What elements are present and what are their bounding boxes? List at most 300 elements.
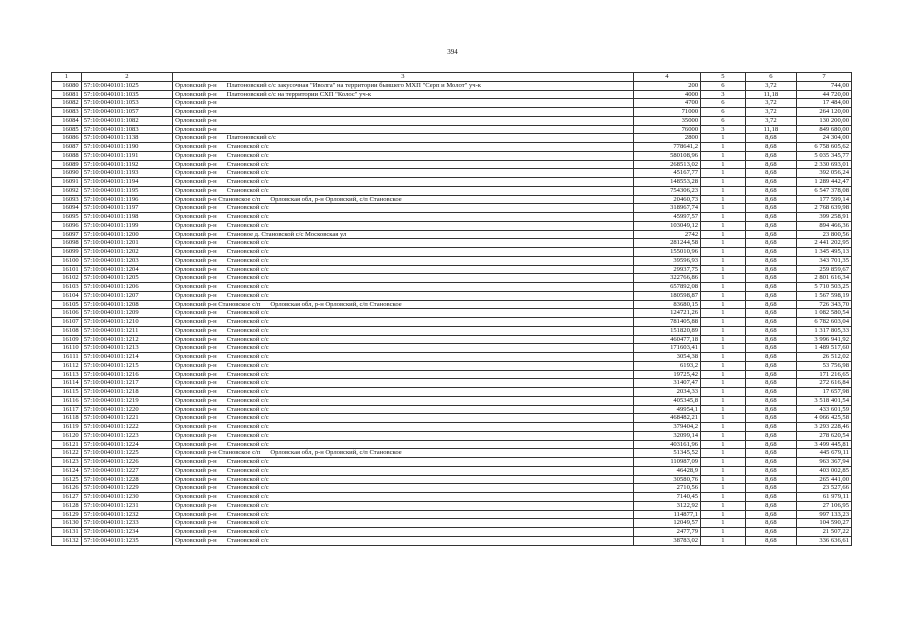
address-detail-text: Платоновский с/с закусочная "Иволга" на территории бывшего МХП "Серп и Молот" уч-к <box>226 81 481 89</box>
address-cell <box>173 484 634 493</box>
address-cell <box>173 309 634 318</box>
area-value: 6193,2 <box>633 361 700 370</box>
category-code: 1 <box>701 423 746 432</box>
cadastral-number: 57:10:0040101:1191 <box>81 151 172 160</box>
cadastral-value: 3 293 228,46 <box>797 423 852 432</box>
table-body <box>52 81 852 545</box>
area-value: 2742 <box>633 230 700 239</box>
cadastral-value: 23 527,66 <box>797 484 852 493</box>
row-number: 16113 <box>52 370 82 379</box>
table-row <box>52 300 852 309</box>
address-cell <box>173 274 634 283</box>
district-text: Орловский р-н <box>175 370 217 378</box>
cadastral-number: 57:10:0040101:1207 <box>81 291 172 300</box>
table-row <box>52 326 852 335</box>
district-text: Орловский р-н Становское с/п <box>175 300 261 308</box>
address-cell <box>173 265 634 274</box>
category-code: 1 <box>701 388 746 397</box>
cadastral-value: 6 782 603,04 <box>797 318 852 327</box>
cadastral-number: 57:10:0040101:1221 <box>81 414 172 423</box>
address-cell <box>173 501 634 510</box>
rate-value: 8,68 <box>745 326 796 335</box>
cadastral-number: 57:10:0040101:1213 <box>81 344 172 353</box>
category-code: 6 <box>701 108 746 117</box>
rate-value: 8,68 <box>745 213 796 222</box>
address-cell <box>173 204 634 213</box>
address-cell <box>173 169 634 178</box>
rate-value: 3,72 <box>745 116 796 125</box>
rate-value: 8,68 <box>745 344 796 353</box>
district-text: Орловский р-н Становское с/п <box>175 449 261 457</box>
address-detail-text: Становской с/с <box>226 151 269 159</box>
cadastral-value: 2 768 639,98 <box>797 204 852 213</box>
column-header: 7 <box>797 73 852 82</box>
area-value: 148553,28 <box>633 178 700 187</box>
area-value: 754306,23 <box>633 186 700 195</box>
area-value: 4000 <box>633 90 700 99</box>
category-code: 6 <box>701 81 746 90</box>
cadastral-number: 57:10:0040101:1206 <box>81 283 172 292</box>
district-text: Орловский р-н Становское с/п <box>175 195 261 203</box>
category-code: 1 <box>701 274 746 283</box>
row-number: 16088 <box>52 151 82 160</box>
row-number: 16131 <box>52 528 82 537</box>
cadastral-value: 272 616,84 <box>797 379 852 388</box>
district-text: Орловский р-н <box>175 484 217 492</box>
table-row <box>52 440 852 449</box>
area-value: 45167,77 <box>633 169 700 178</box>
table-row <box>52 195 852 204</box>
rate-value: 8,68 <box>745 248 796 257</box>
address-detail-text: Орловская обл, р-н Орловский, с/п Становское <box>270 300 402 308</box>
address-detail-text: Орловская обл, р-н Орловский, с/п Становское <box>270 195 402 203</box>
district-text: Орловский р-н <box>175 204 217 212</box>
address-detail-text: Становской с/с <box>226 361 269 369</box>
district-text: Орловский р-н <box>175 493 217 501</box>
cadastral-number: 57:10:0040101:1198 <box>81 213 172 222</box>
area-value: 781405,88 <box>633 318 700 327</box>
address-cell <box>173 519 634 528</box>
cadastral-number: 57:10:0040101:1138 <box>81 134 172 143</box>
address-detail-text: Становской с/с <box>226 388 269 396</box>
column-header: 6 <box>745 73 796 82</box>
table-row <box>52 405 852 414</box>
address-detail-text: Становской с/с <box>226 519 269 527</box>
rate-value: 8,68 <box>745 309 796 318</box>
table-row <box>52 519 852 528</box>
area-value: 3054,38 <box>633 353 700 362</box>
rate-value: 8,68 <box>745 528 796 537</box>
row-number: 16084 <box>52 116 82 125</box>
address-detail-text: Становской с/с <box>226 475 269 483</box>
rate-value: 8,68 <box>745 388 796 397</box>
table-row <box>52 370 852 379</box>
row-number: 16128 <box>52 501 82 510</box>
cadastral-value: 1 289 442,47 <box>797 178 852 187</box>
address-cell <box>173 213 634 222</box>
address-detail-text: Становской с/с <box>226 265 269 273</box>
address-detail-text: Становской с/с <box>226 283 269 291</box>
address-cell <box>173 344 634 353</box>
category-code: 6 <box>701 116 746 125</box>
category-code: 1 <box>701 186 746 195</box>
area-value: 19725,42 <box>633 370 700 379</box>
district-text: Орловский р-н <box>175 344 217 352</box>
district-text: Орловский р-н <box>175 169 217 177</box>
area-value: 114877,1 <box>633 510 700 519</box>
district-text: Орловский р-н <box>175 125 217 133</box>
address-detail-text: Становской с/с <box>226 344 269 352</box>
address-detail-text: Платоновский с/с <box>226 134 276 142</box>
category-code: 1 <box>701 475 746 484</box>
cadastral-value: 4 066 425,58 <box>797 414 852 423</box>
rate-value: 8,68 <box>745 405 796 414</box>
area-value: 31407,47 <box>633 379 700 388</box>
row-number: 16121 <box>52 440 82 449</box>
row-number: 16093 <box>52 195 82 204</box>
cadastral-value: 17 484,00 <box>797 99 852 108</box>
table-row <box>52 283 852 292</box>
cadastral-value: 399 258,91 <box>797 213 852 222</box>
row-number: 16101 <box>52 265 82 274</box>
district-text: Орловский р-н <box>175 291 217 299</box>
cadastral-value: 130 200,00 <box>797 116 852 125</box>
table-row <box>52 265 852 274</box>
address-cell <box>173 414 634 423</box>
area-value: 124721,26 <box>633 309 700 318</box>
area-value: 2710,56 <box>633 484 700 493</box>
rate-value: 8,68 <box>745 501 796 510</box>
rate-value: 8,68 <box>745 361 796 370</box>
cadastral-value: 177 599,14 <box>797 195 852 204</box>
cadastral-value: 259 859,67 <box>797 265 852 274</box>
category-code: 1 <box>701 265 746 274</box>
row-number: 16106 <box>52 309 82 318</box>
rate-value: 8,68 <box>745 493 796 502</box>
address-detail-text <box>217 117 631 125</box>
area-value: 71000 <box>633 108 700 117</box>
rate-value: 8,68 <box>745 510 796 519</box>
category-code: 1 <box>701 204 746 213</box>
row-number: 16122 <box>52 449 82 458</box>
table-row <box>52 239 852 248</box>
rate-value: 8,68 <box>745 195 796 204</box>
table-row <box>52 125 852 134</box>
cadastral-number: 57:10:0040101:1227 <box>81 466 172 475</box>
district-text: Орловский р-н <box>175 475 217 483</box>
table-row <box>52 116 852 125</box>
category-code: 1 <box>701 178 746 187</box>
rate-value: 8,68 <box>745 431 796 440</box>
rate-value: 8,68 <box>745 265 796 274</box>
address-cell <box>173 291 634 300</box>
address-detail-text: Становской с/с <box>226 370 269 378</box>
rate-value: 8,68 <box>745 458 796 467</box>
address-cell <box>173 370 634 379</box>
cadastral-number: 57:10:0040101:1210 <box>81 318 172 327</box>
table-row <box>52 169 852 178</box>
category-code: 1 <box>701 493 746 502</box>
district-text: Орловский р-н <box>175 466 217 474</box>
address-detail-text: Становской с/с <box>226 379 269 387</box>
address-detail-text: Становской с/с <box>226 160 269 168</box>
row-number: 16094 <box>52 204 82 213</box>
cadastral-value: 5 035 345,77 <box>797 151 852 160</box>
cadastral-number: 57:10:0040101:1226 <box>81 458 172 467</box>
page-number: 394 <box>447 48 458 56</box>
cadastral-number: 57:10:0040101:1234 <box>81 528 172 537</box>
address-cell <box>173 134 634 143</box>
row-number: 16092 <box>52 186 82 195</box>
table-row <box>52 204 852 213</box>
area-value: 268513,02 <box>633 160 700 169</box>
district-text: Орловский р-н <box>175 326 217 334</box>
table-row <box>52 186 852 195</box>
cadastral-value: 171 216,65 <box>797 370 852 379</box>
cadastral-number: 57:10:0040101:1201 <box>81 239 172 248</box>
row-number: 16104 <box>52 291 82 300</box>
district-text: Орловский р-н <box>175 274 217 282</box>
area-value: 318967,74 <box>633 204 700 213</box>
district-text: Орловский р-н <box>175 221 217 229</box>
row-number: 16085 <box>52 125 82 134</box>
cadastral-number: 57:10:0040101:1204 <box>81 265 172 274</box>
area-value: 200 <box>633 81 700 90</box>
area-value: 45997,57 <box>633 213 700 222</box>
row-number: 16091 <box>52 178 82 187</box>
area-value: 281244,58 <box>633 239 700 248</box>
rate-value: 8,68 <box>745 379 796 388</box>
rate-value: 8,68 <box>745 370 796 379</box>
address-detail-text: Становской с/с <box>226 440 269 448</box>
cadastral-value: 6 547 378,08 <box>797 186 852 195</box>
address-cell <box>173 475 634 484</box>
cadastral-number: 57:10:0040101:1232 <box>81 510 172 519</box>
table-row <box>52 318 852 327</box>
district-text: Орловский р-н <box>175 309 217 317</box>
table-row <box>52 221 852 230</box>
address-detail-text <box>217 99 631 107</box>
registry-table <box>51 72 852 546</box>
table-row <box>52 213 852 222</box>
row-number: 16118 <box>52 414 82 423</box>
district-text: Орловский р-н <box>175 405 217 413</box>
cadastral-value: 27 106,95 <box>797 501 852 510</box>
rate-value: 8,68 <box>745 151 796 160</box>
table-row <box>52 108 852 117</box>
cadastral-number: 57:10:0040101:1220 <box>81 405 172 414</box>
address-cell <box>173 510 634 519</box>
address-detail-text: Становской с/с <box>226 143 269 151</box>
table-row <box>52 99 852 108</box>
cadastral-value: 336 636,61 <box>797 536 852 545</box>
area-value: 38783,02 <box>633 536 700 545</box>
area-value: 30580,76 <box>633 475 700 484</box>
address-cell <box>173 186 634 195</box>
cadastral-value: 278 620,54 <box>797 431 852 440</box>
district-text: Орловский р-н <box>175 414 217 422</box>
area-value: 7140,45 <box>633 493 700 502</box>
table-row <box>52 484 852 493</box>
address-cell <box>173 388 634 397</box>
cadastral-number: 57:10:0040101:1218 <box>81 388 172 397</box>
district-text: Орловский р-н <box>175 248 217 256</box>
cadastral-value: 104 590,27 <box>797 519 852 528</box>
cadastral-number: 57:10:0040101:1057 <box>81 108 172 117</box>
cadastral-number: 57:10:0040101:1225 <box>81 449 172 458</box>
cadastral-value: 26 512,02 <box>797 353 852 362</box>
category-code: 3 <box>701 125 746 134</box>
cadastral-number: 57:10:0040101:1190 <box>81 143 172 152</box>
area-value: 103049,12 <box>633 221 700 230</box>
address-cell <box>173 335 634 344</box>
address-cell <box>173 151 634 160</box>
district-text: Орловский р-н <box>175 510 217 518</box>
area-value: 322766,86 <box>633 274 700 283</box>
category-code: 1 <box>701 396 746 405</box>
category-code: 1 <box>701 248 746 257</box>
district-text: Орловский р-н <box>175 458 217 466</box>
table-row <box>52 248 852 257</box>
cadastral-number: 57:10:0040101:1219 <box>81 396 172 405</box>
address-detail-text: Становской с/с <box>226 178 269 186</box>
area-value: 403161,96 <box>633 440 700 449</box>
column-header: 3 <box>173 73 634 82</box>
row-number: 16081 <box>52 90 82 99</box>
category-code: 1 <box>701 484 746 493</box>
table-row <box>52 493 852 502</box>
cadastral-value: 849 680,00 <box>797 125 852 134</box>
address-cell <box>173 256 634 265</box>
address-detail-text: Становской с/с <box>226 309 269 317</box>
category-code: 1 <box>701 335 746 344</box>
table-row <box>52 309 852 318</box>
row-number: 16103 <box>52 283 82 292</box>
area-value: 51345,52 <box>633 449 700 458</box>
table-row <box>52 528 852 537</box>
cadastral-number: 57:10:0040101:1228 <box>81 475 172 484</box>
rate-value: 8,68 <box>745 178 796 187</box>
category-code: 1 <box>701 291 746 300</box>
address-detail-text: Становской с/с <box>226 248 269 256</box>
cadastral-number: 57:10:0040101:1025 <box>81 81 172 90</box>
district-text: Орловский р-н <box>175 160 217 168</box>
category-code: 1 <box>701 318 746 327</box>
table-row <box>52 353 852 362</box>
address-cell <box>173 108 634 117</box>
address-detail-text: Становской с/с <box>226 484 269 492</box>
category-code: 1 <box>701 344 746 353</box>
district-text: Орловский р-н <box>175 536 217 544</box>
cadastral-number: 57:10:0040101:1223 <box>81 431 172 440</box>
address-cell <box>173 99 634 108</box>
cadastral-number: 57:10:0040101:1197 <box>81 204 172 213</box>
cadastral-number: 57:10:0040101:1082 <box>81 116 172 125</box>
address-cell <box>173 536 634 545</box>
district-text: Орловский р-н <box>175 335 217 343</box>
address-cell <box>173 326 634 335</box>
row-number: 16109 <box>52 335 82 344</box>
address-detail-text: Становской с/с <box>226 501 269 509</box>
row-number: 16080 <box>52 81 82 90</box>
cadastral-number: 57:10:0040101:1194 <box>81 178 172 187</box>
rate-value: 8,68 <box>745 239 796 248</box>
cadastral-value: 53 756,98 <box>797 361 852 370</box>
district-text: Орловский р-н <box>175 213 217 221</box>
area-value: 657892,08 <box>633 283 700 292</box>
table-row <box>52 510 852 519</box>
address-cell <box>173 143 634 152</box>
cadastral-number: 57:10:0040101:1193 <box>81 169 172 178</box>
address-detail-text: Становской с/с <box>226 326 269 334</box>
category-code: 1 <box>701 536 746 545</box>
address-cell <box>173 361 634 370</box>
table-row <box>52 274 852 283</box>
cadastral-number: 57:10:0040101:1215 <box>81 361 172 370</box>
district-text: Орловский р-н <box>175 379 217 387</box>
address-detail-text: Становской с/с <box>226 405 269 413</box>
cadastral-value: 1 345 495,13 <box>797 248 852 257</box>
table-row <box>52 396 852 405</box>
address-cell <box>173 230 634 239</box>
cadastral-number: 57:10:0040101:1203 <box>81 256 172 265</box>
rate-value: 8,68 <box>745 440 796 449</box>
cadastral-value: 3 499 445,81 <box>797 440 852 449</box>
area-value: 155010,96 <box>633 248 700 257</box>
rate-value: 11,18 <box>745 125 796 134</box>
district-text: Орловский р-н <box>175 143 217 151</box>
cadastral-number: 57:10:0040101:1083 <box>81 125 172 134</box>
area-value: 468482,21 <box>633 414 700 423</box>
district-text: Орловский р-н <box>175 283 217 291</box>
district-text: Орловский р-н <box>175 134 217 142</box>
category-code: 1 <box>701 213 746 222</box>
district-text: Орловский р-н <box>175 423 217 431</box>
rate-value: 3,72 <box>745 108 796 117</box>
district-text: Орловский р-н <box>175 230 217 238</box>
row-number: 16099 <box>52 248 82 257</box>
row-number: 16124 <box>52 466 82 475</box>
address-detail-text: Становской с/с <box>226 493 269 501</box>
category-code: 1 <box>701 283 746 292</box>
category-code: 1 <box>701 230 746 239</box>
district-text: Орловский р-н <box>175 116 217 124</box>
category-code: 6 <box>701 99 746 108</box>
cadastral-number: 57:10:0040101:1233 <box>81 519 172 528</box>
cadastral-number: 57:10:0040101:1205 <box>81 274 172 283</box>
district-text: Орловский р-н <box>175 431 217 439</box>
area-value: 778641,2 <box>633 143 700 152</box>
cadastral-value: 2 441 202,95 <box>797 239 852 248</box>
address-cell <box>173 528 634 537</box>
district-text: Орловский р-н <box>175 396 217 404</box>
table-row <box>52 414 852 423</box>
cadastral-number: 57:10:0040101:1200 <box>81 230 172 239</box>
district-text: Орловский р-н <box>175 501 217 509</box>
district-text: Орловский р-н <box>175 265 217 273</box>
address-cell <box>173 248 634 257</box>
area-value: 3122,92 <box>633 501 700 510</box>
cadastral-value: 445 679,11 <box>797 449 852 458</box>
address-detail-text: Становской с/с <box>226 396 269 404</box>
address-detail-text: Становской с/с <box>226 221 269 229</box>
table-row <box>52 90 852 99</box>
rate-value: 11,18 <box>745 90 796 99</box>
cadastral-value: 3 996 941,92 <box>797 335 852 344</box>
column-header: 5 <box>701 73 746 82</box>
row-number: 16114 <box>52 379 82 388</box>
area-value: 171603,41 <box>633 344 700 353</box>
